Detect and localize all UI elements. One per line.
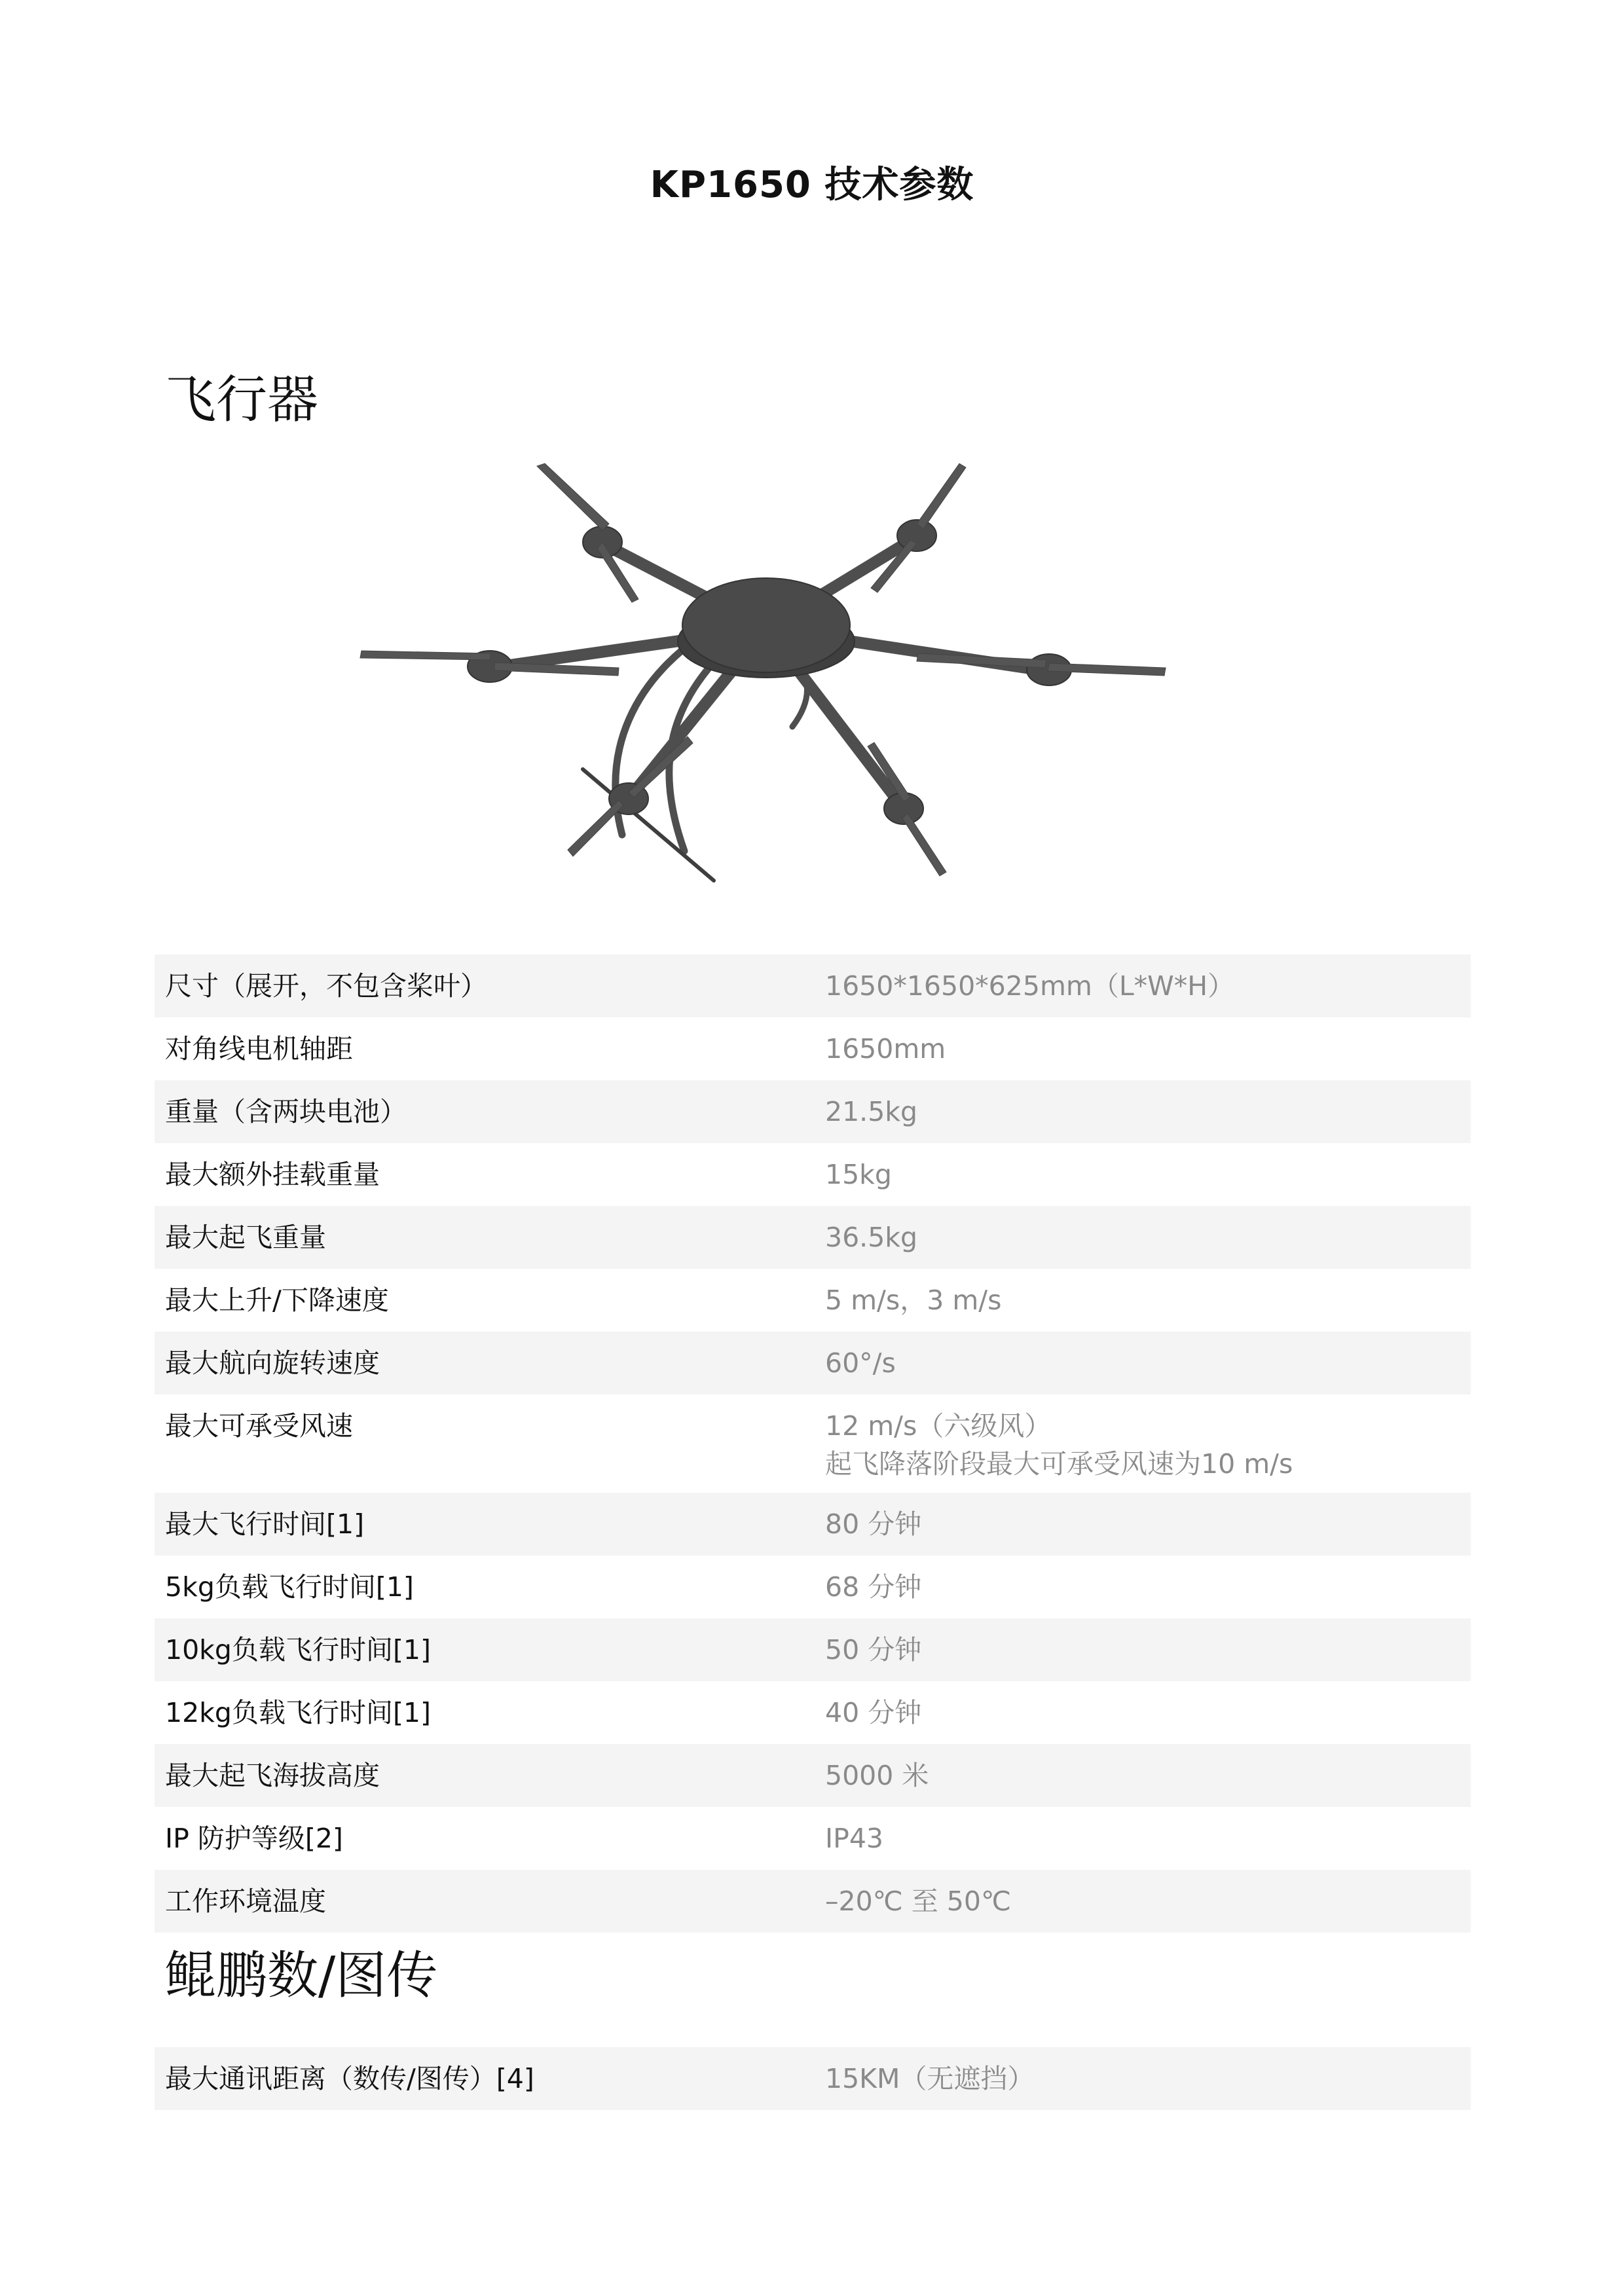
spec-value: 1650mm: [825, 1033, 946, 1065]
datalink-spec-table: [155, 2047, 1471, 2110]
spec-row: [155, 1556, 1471, 1618]
spec-value: 80 分钟: [825, 1493, 1471, 1556]
section-heading-datalink: 鲲鹏数/图传: [165, 1946, 438, 2005]
spec-row: [155, 1681, 1471, 1744]
spec-label: 最大通讯距离（数传/图传）[4]: [155, 2047, 825, 2110]
spec-value: 36.5kg: [825, 1206, 1471, 1269]
spec-label: 对角线电机轴距: [165, 1033, 353, 1065]
spec-label: 最大额外挂载重量: [165, 1159, 380, 1190]
spec-row: [155, 2047, 1471, 2110]
document-title: KP1650 技术参数: [650, 164, 974, 206]
spec-row: [155, 1870, 1471, 1933]
spec-label: 5kg负载飞行时间[1]: [165, 1571, 414, 1603]
spec-value: 21.5kg: [825, 1080, 1471, 1143]
spec-value: 60°/s: [825, 1332, 1471, 1394]
spec-row: [155, 1394, 1471, 1493]
spec-value: –20℃ 至 50℃: [825, 1870, 1471, 1933]
spec-value: [825, 1394, 1471, 1493]
spec-value: 15KM（无遮挡）: [825, 2047, 1471, 2110]
spec-value: 40 分钟: [825, 1697, 922, 1728]
spec-value: 50 分钟: [825, 1618, 1471, 1681]
spec-label: 12kg负载飞行时间[1]: [165, 1697, 432, 1728]
spec-value: IP43: [825, 1823, 883, 1854]
spec-label: 重量（含两块电池）: [155, 1080, 825, 1143]
spec-label: 最大起飞重量: [155, 1206, 825, 1269]
spec-label: 最大起飞海拔高度: [155, 1744, 825, 1807]
spec-row: [155, 1807, 1471, 1870]
spec-row: [155, 1744, 1471, 1807]
spec-label: 最大飞行时间[1]: [155, 1493, 825, 1556]
spec-row: [155, 1269, 1471, 1332]
spec-label: 最大可承受风速: [165, 1410, 353, 1442]
spec-label: 尺寸（展开，不包含桨叶）: [155, 955, 825, 1017]
aircraft-spec-table: [155, 955, 1471, 1933]
spec-value-line: 起飞降落阶段最大可承受风速为10 m/s: [825, 1448, 1293, 1480]
spec-label: 最大航向旋转速度: [155, 1332, 825, 1394]
spec-label: 工作环境温度: [155, 1870, 825, 1933]
spec-row: [155, 1017, 1471, 1080]
spec-value: 5000 米: [825, 1744, 1471, 1807]
spec-row: [155, 1206, 1471, 1269]
spec-value: 5 m/s，3 m/s: [825, 1285, 1002, 1316]
spec-label: 10kg负载飞行时间[1]: [155, 1618, 825, 1681]
spec-row: [155, 1618, 1471, 1681]
hexacopter-drone-image: [341, 452, 1192, 897]
spec-value: 68 分钟: [825, 1571, 922, 1603]
spec-label: 最大上升/下降速度: [165, 1285, 389, 1316]
spec-label: IP 防护等级[2]: [165, 1823, 343, 1854]
spec-row: [155, 1143, 1471, 1206]
spec-row: [155, 955, 1471, 1017]
spec-value: 1650*1650*625mm（L*W*H）: [825, 955, 1471, 1017]
spec-value-line: 12 m/s（六级风）: [825, 1410, 1052, 1442]
section-heading-aircraft: 飞行器: [165, 371, 319, 429]
spec-value: 15kg: [825, 1159, 892, 1190]
spec-row: [155, 1493, 1471, 1556]
spec-row: [155, 1080, 1471, 1143]
spec-row: [155, 1332, 1471, 1394]
